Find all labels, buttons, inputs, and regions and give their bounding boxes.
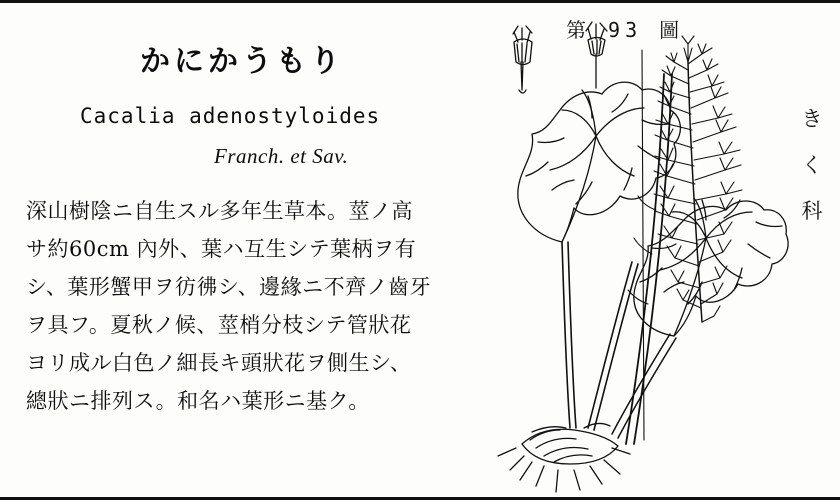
description-body [26,192,482,420]
botanical-plate [492,4,792,496]
plate-drawing [492,4,792,496]
rootstock [498,423,630,492]
body-line: ヨリ成ル白色ノ細長キ頭狀花ヲ側生シ、 [26,351,412,375]
japanese-name-title: かにかうもり [140,44,344,79]
family-char: き [801,107,823,131]
floret-detail-left [513,26,532,93]
leaf-upper-left [518,82,681,242]
figure-number-label: 第 93 圖 [566,18,685,42]
scientific-name: Cacalia adenostyloides [80,104,381,128]
body-line: シ、葉形蟹甲ヲ彷彿シ、邊緣ニ不齊ノ齒牙 [26,275,432,299]
floret-detail-right [586,22,607,88]
authority-citation: Franch. et Sav. [214,144,349,168]
stems [562,50,676,444]
family-char: 科 [801,199,823,223]
family-name-vertical [798,96,826,234]
body-line: 深山樹陰ニ自生スル多年生草本。莖ノ高 [26,199,413,223]
inflorescence [654,36,742,322]
body-line: サ約60cm 內外、葉ハ互生シテ葉柄ヲ有 [26,237,417,261]
body-line: 總狀ニ排列ス。和名ハ葉形ニ基ク。 [26,389,370,413]
body-line: ヲ具フ。夏秋ノ候、莖梢分枝シテ管狀花 [26,313,412,337]
family-char: く [801,153,823,177]
